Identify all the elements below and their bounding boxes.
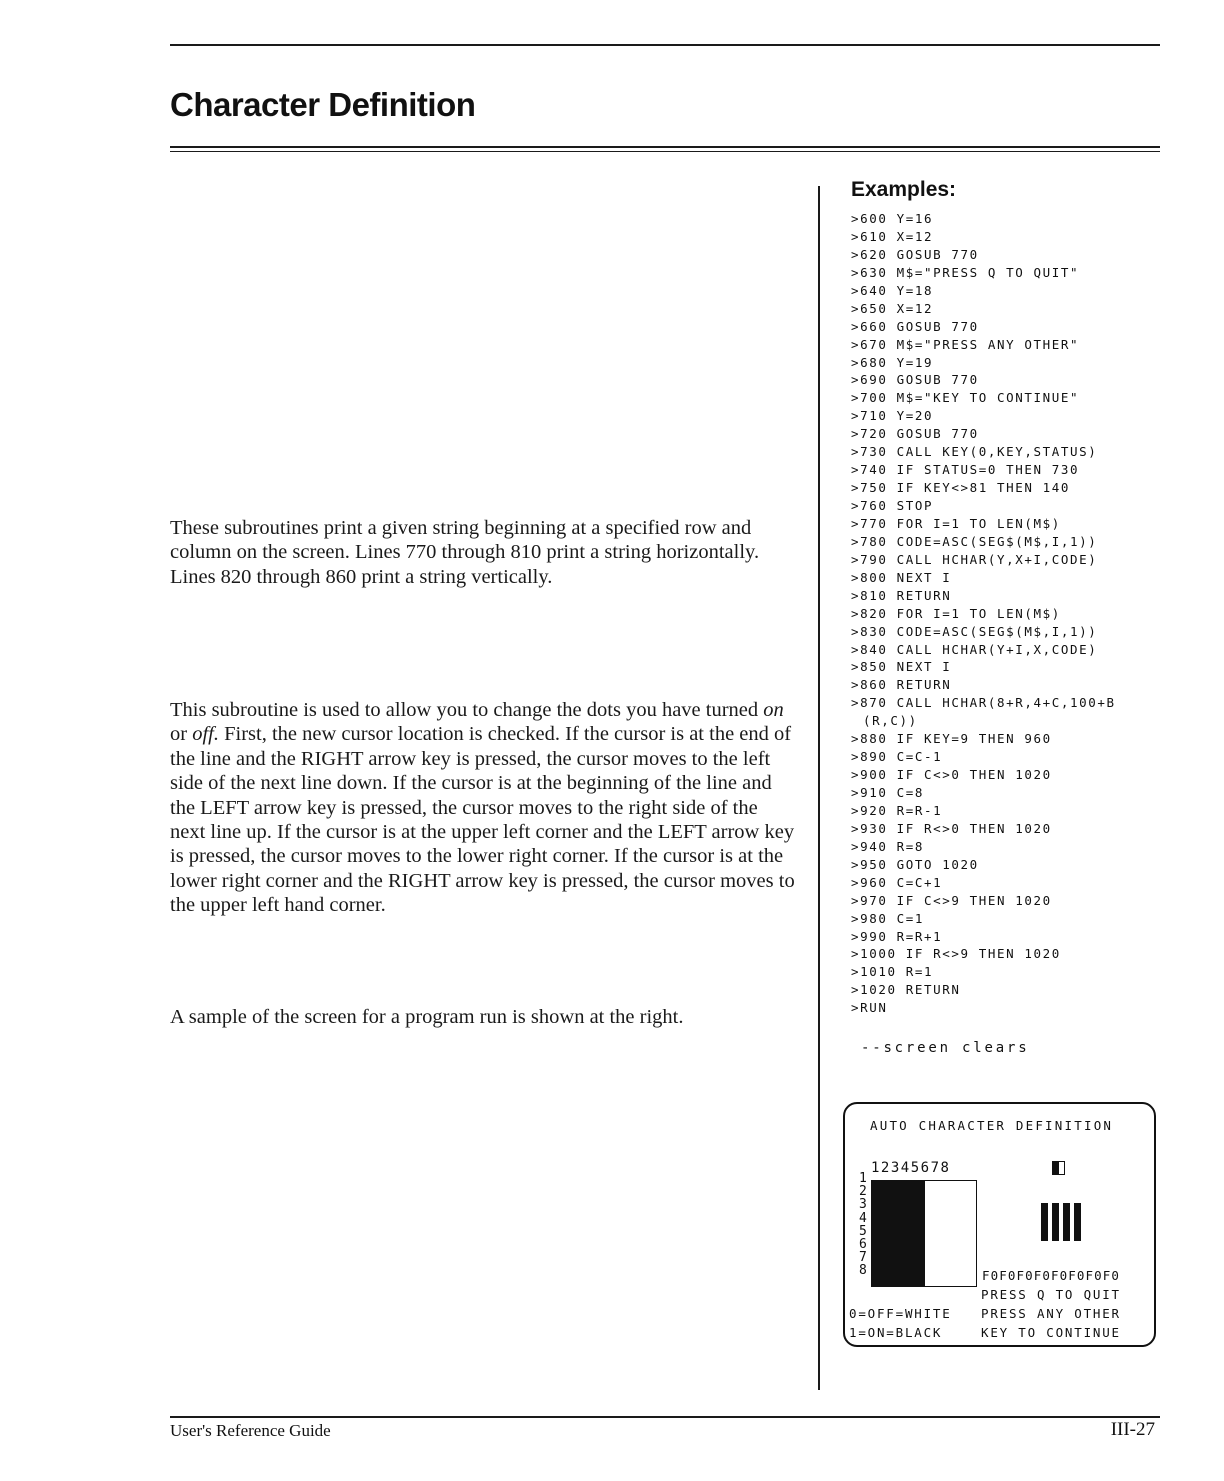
- code-line: >650 X=12: [851, 300, 934, 316]
- code-line: >990 R=R+1: [851, 928, 943, 944]
- header-bottom-rule: [170, 146, 1160, 148]
- screen-message-continue: KEY TO CONTINUE: [981, 1325, 1121, 1340]
- code-line: >680 Y=19: [851, 354, 934, 370]
- code-line: >950 GOTO 1020: [851, 856, 979, 872]
- character-preview-small: [1052, 1161, 1065, 1175]
- code-line: >920 R=R-1: [851, 802, 943, 818]
- code-line: >860 RETURN: [851, 677, 952, 693]
- row-number: 1: [859, 1171, 867, 1186]
- footer-rule: [170, 1416, 1160, 1418]
- row-number: 8: [859, 1263, 867, 1279]
- page-number: III-27: [1110, 1419, 1155, 1440]
- header-bottom-rule-thin: [170, 151, 1160, 152]
- code-line: >1010 R=1: [851, 964, 934, 980]
- paragraph-cursor-or: or: [170, 723, 193, 746]
- code-line: >780 CODE=ASC(SEG$(M$,I,1)): [851, 533, 1098, 549]
- code-line: >890 C=C-1: [851, 749, 943, 765]
- code-line: >800 NEXT I: [851, 569, 952, 585]
- code-line: >880 IF KEY=9 THEN 960: [851, 731, 1052, 747]
- dot-grid-on-area: [872, 1181, 925, 1286]
- examples-heading: Examples:: [851, 178, 957, 201]
- code-line: >830 CODE=ASC(SEG$(M$,I,1)): [851, 623, 1098, 639]
- row-number: 3: [859, 1197, 867, 1213]
- code-line: >970 IF C<>9 THEN 1020: [851, 892, 1052, 908]
- paragraph-sample: A sample of the screen for a program run is shown at the right.: [170, 1006, 684, 1028]
- code-line: >690 GOSUB 770: [851, 372, 979, 388]
- code-line: >670 M$="PRESS ANY OTHER": [851, 336, 1080, 352]
- code-line: (R,C)): [863, 713, 918, 729]
- code-line: >640 Y=18: [851, 282, 934, 298]
- paragraph-cursor-text-a: This subroutine is used to allow you to change the dots you have turned: [170, 699, 764, 721]
- code-line: >940 R=8: [851, 838, 925, 854]
- code-line: >660 GOSUB 770: [851, 318, 979, 334]
- row-number: 2: [859, 1184, 867, 1200]
- emphasis-on: on: [763, 699, 784, 721]
- preview-bar: [1052, 1203, 1059, 1241]
- code-line: >870 CALL HCHAR(8+R,4+C,100+B: [851, 695, 1116, 711]
- screen-message-any-other: PRESS ANY OTHER: [981, 1306, 1121, 1321]
- code-line: >900 IF C<>0 THEN 1020: [851, 767, 1052, 783]
- row-number: 7: [859, 1250, 867, 1266]
- code-line: >750 IF KEY<>81 THEN 140: [851, 480, 1071, 496]
- code-line: >810 RETURN: [851, 587, 952, 603]
- preview-bar: [1074, 1203, 1081, 1241]
- page-title: Character Definition: [170, 86, 476, 123]
- code-line: >980 C=1: [851, 910, 925, 926]
- code-line: >730 CALL KEY(0,KEY,STATUS): [851, 444, 1098, 460]
- code-line: >740 IF STATUS=0 THEN 730: [851, 462, 1080, 478]
- column-numbers: 12345678: [871, 1160, 951, 1176]
- code-line: >790 CALL HCHAR(Y,X+I,CODE): [851, 551, 1098, 567]
- code-line: >770 FOR I=1 TO LEN(M$): [851, 515, 1061, 531]
- header-top-rule: [170, 44, 1160, 46]
- code-line: >720 GOSUB 770: [851, 426, 979, 442]
- row-numbers: [859, 1172, 871, 1278]
- code-line: >710 Y=20: [851, 408, 934, 424]
- paragraph-cursor-text-b: First, the new cursor location is checked. If the cursor is at the end of the line and the RIGHT arrow key is pressed, the cursor moves to the left side of the next line down. If the cursor is at the beginning of the line and the LEFT arrow key is pressed, the cursor moves to the right side of the next line up. If the cursor is at the upper left corner and the LEFT arrow key is pressed, the cursor moves to the lower right corner. If the cursor is at the lower right corner and the RIGHT arrow key is pressed, the cursor moves to the upper left hand corner.: [170, 723, 795, 917]
- code-line: >960 C=C+1: [851, 874, 943, 890]
- paragraph-cursor: [170, 698, 795, 918]
- preview-bar: [1041, 1203, 1048, 1241]
- code-line: >930 IF R<>0 THEN 1020: [851, 820, 1052, 836]
- screen-message-quit: PRESS Q TO QUIT: [981, 1287, 1121, 1302]
- character-preview-large: [1041, 1203, 1088, 1241]
- code-line: >840 CALL HCHAR(Y+I,X,CODE): [851, 641, 1098, 657]
- code-line: >850 NEXT I: [851, 659, 952, 675]
- code-line: >910 C=8: [851, 785, 925, 800]
- code-line: >630 M$="PRESS Q TO QUIT": [851, 264, 1080, 280]
- dot-grid: [871, 1180, 977, 1287]
- hex-code-string: F0F0F0F0F0F0F0F0: [982, 1268, 1121, 1283]
- emphasis-off: off.: [192, 723, 219, 746]
- legend-on-black: 1=ON=BLACK: [849, 1325, 943, 1340]
- row-number: 5: [859, 1223, 867, 1239]
- paragraph-subroutines: These subroutines print a given string beginning at a specified row and column on the screen. Lines 770 through 810 print a string horizontally. Lines 820 through 860 print a string vertically.: [170, 517, 760, 588]
- code-line: >610 X=12: [851, 228, 934, 244]
- code-listing: [851, 210, 1171, 1017]
- screen-title: AUTO CHARACTER DEFINITION: [870, 1118, 1114, 1133]
- sample-screen: [843, 1102, 1156, 1347]
- row-number: 4: [859, 1210, 867, 1226]
- code-line: >760 STOP: [851, 498, 934, 513]
- code-line: >1020 RETURN: [851, 982, 961, 998]
- code-line: >RUN: [851, 1000, 888, 1016]
- preview-bar: [1063, 1203, 1070, 1241]
- footer-guide-title: User's Reference Guide: [170, 1421, 331, 1440]
- row-number: 6: [859, 1237, 867, 1253]
- code-line: >700 M$="KEY TO CONTINUE": [851, 390, 1080, 406]
- code-line: >620 GOSUB 770: [851, 246, 979, 262]
- legend-off-white: 0=OFF=WHITE: [849, 1306, 952, 1321]
- column-divider: [818, 186, 820, 1390]
- code-line: >600 Y=16: [851, 211, 934, 226]
- code-line: >1000 IF R<>9 THEN 1020: [851, 946, 1061, 962]
- code-line: >820 FOR I=1 TO LEN(M$): [851, 605, 1061, 621]
- screen-clears-note: --screen clears: [861, 1040, 1030, 1056]
